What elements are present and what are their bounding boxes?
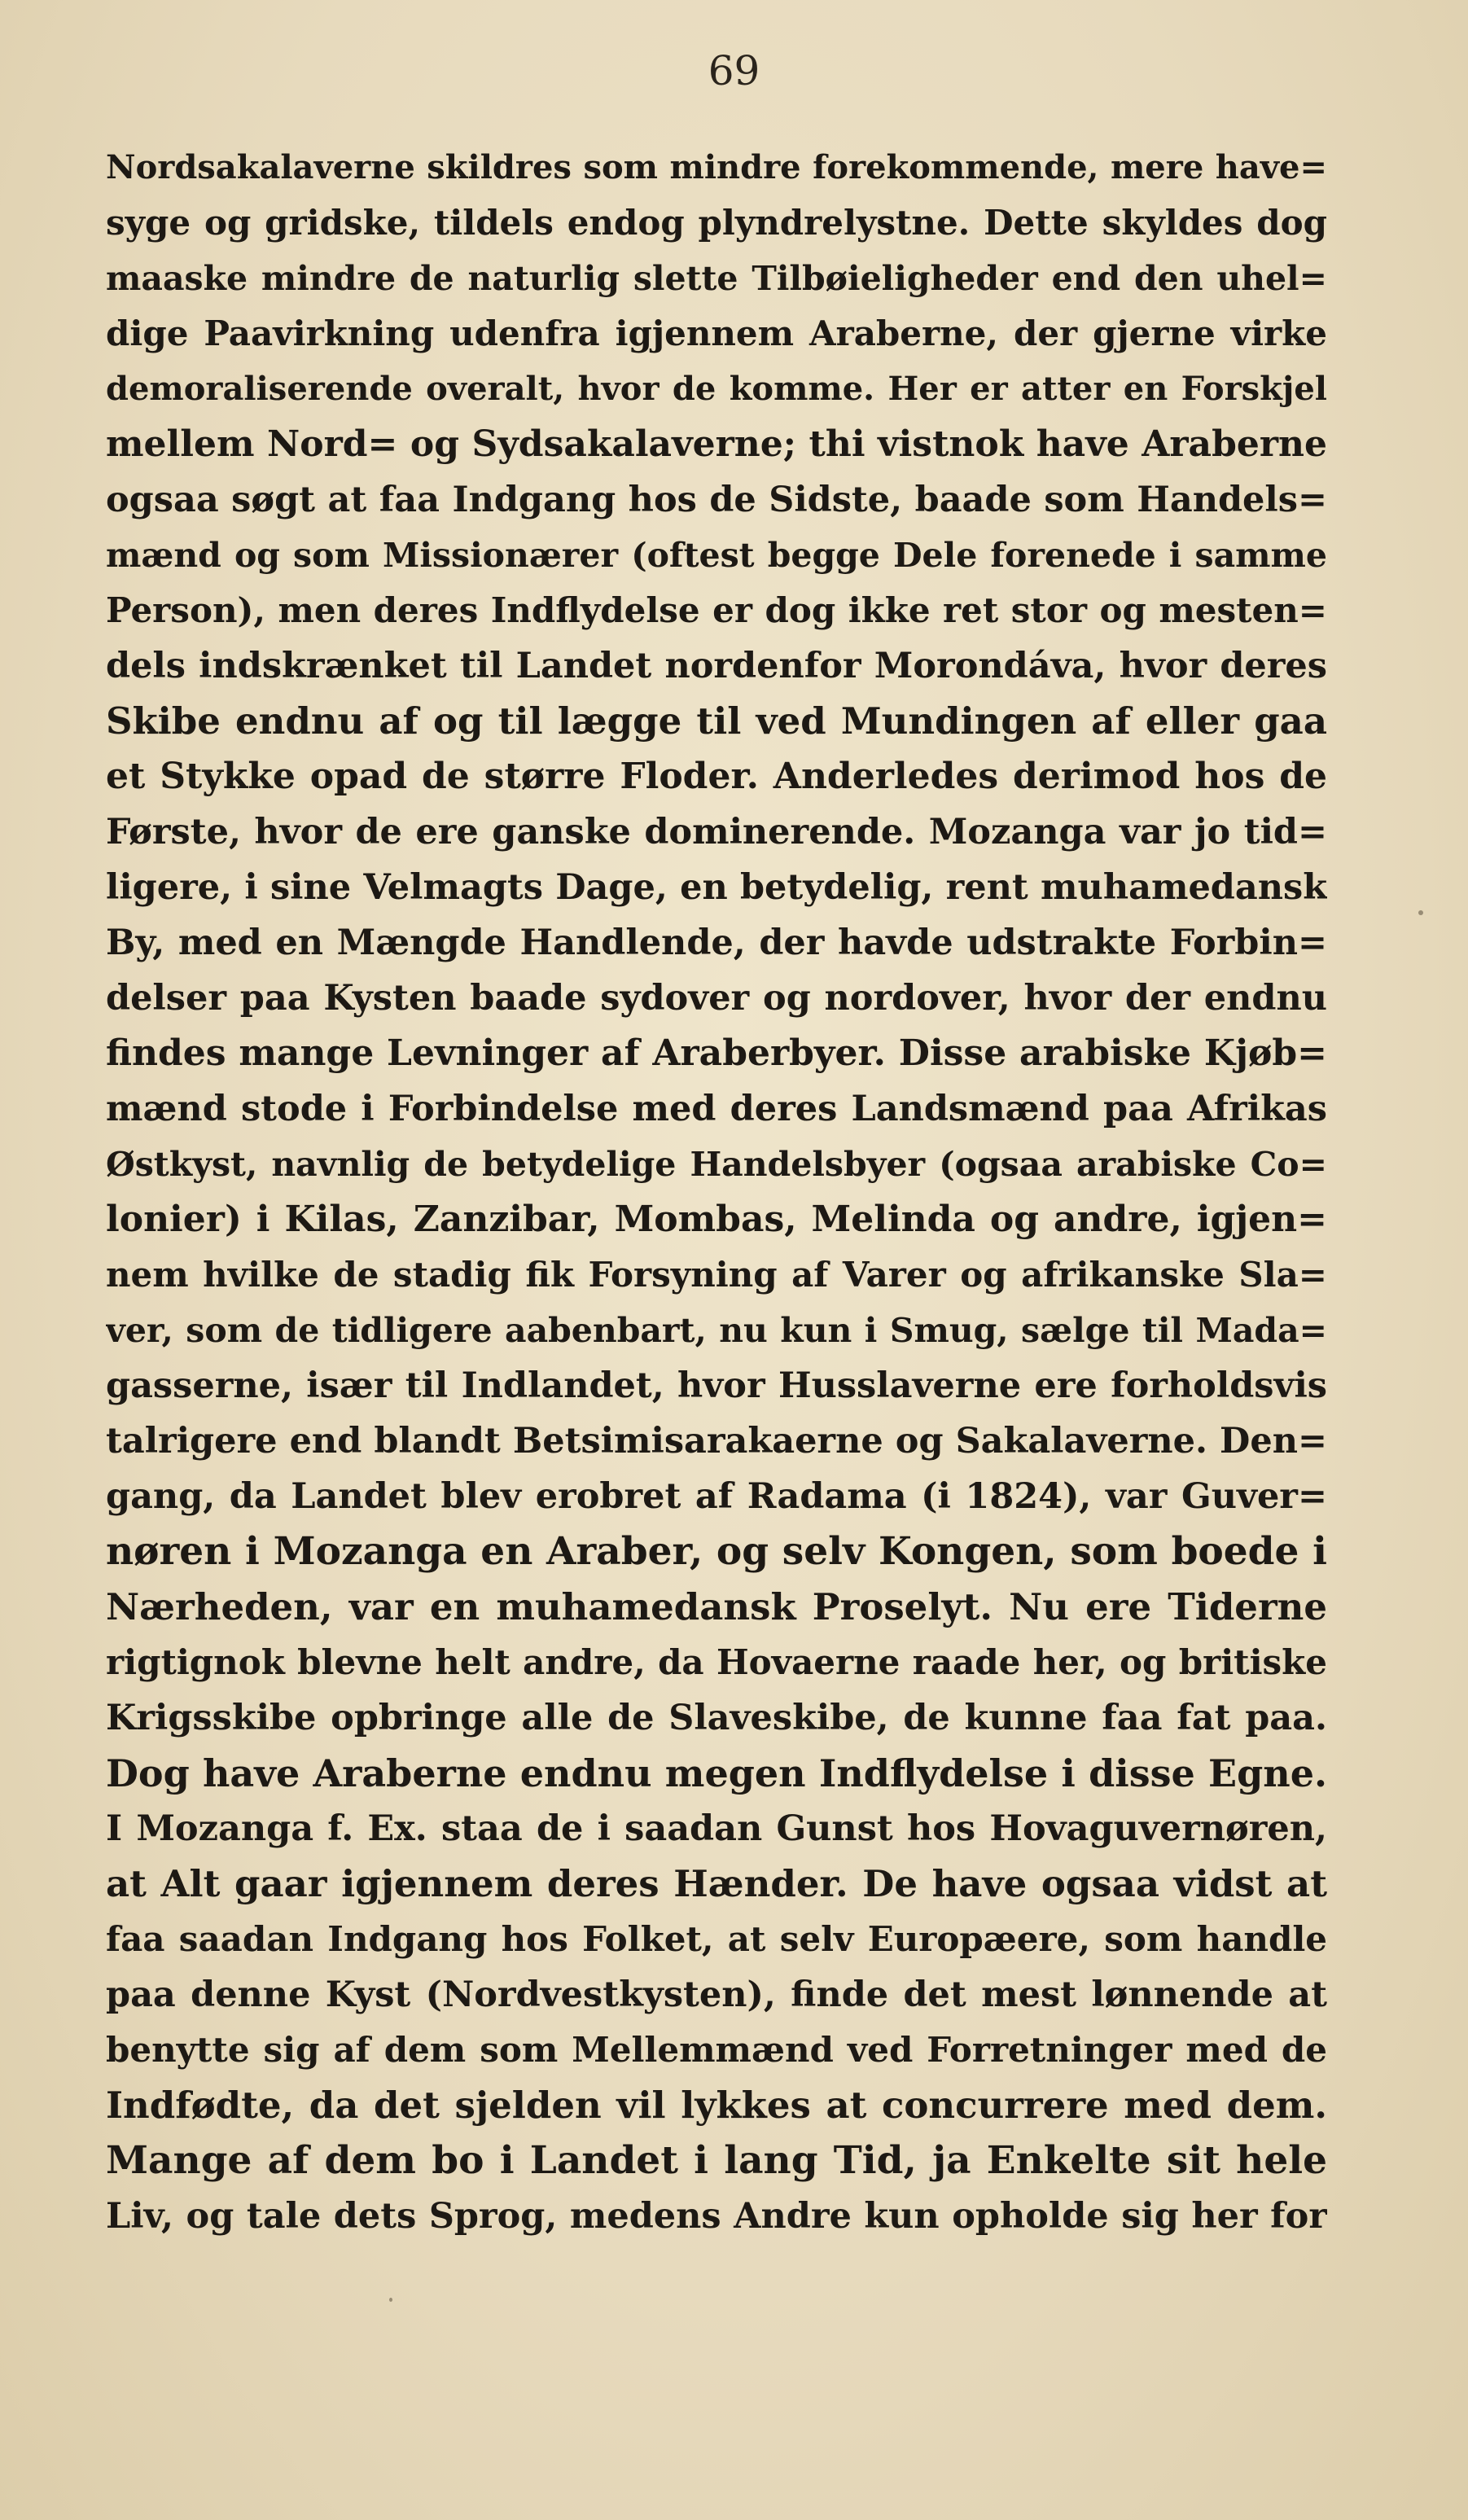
text-line: ver, som de tidligere aabenbart, nu kun i Smug, sælge til Mada= <box>106 1311 1327 1350</box>
text-line: Nærheden, var en muhamedansk Proselyt. Nu ere Tiderne <box>106 1585 1327 1628</box>
text-line: dels indskrænket til Landet nordenfor Morondáva, hvor deres <box>106 646 1327 686</box>
text-line: findes mange Levninger af Araberbyer. Disse arabiske Kjøb= <box>106 1032 1327 1074</box>
text-line: syge og gridske, tildels endog plyndrelystne. Dette skyldes dog <box>106 203 1327 243</box>
body-text <box>106 140 1327 2244</box>
text-line: Person), men deres Indflydelse er dog ikke ret stor og mesten= <box>106 590 1327 630</box>
text-line: faa saadan Indgang hos Folket, at selv Europæere, som handle <box>106 1919 1327 1959</box>
text-line: demoraliserende overalt, hvor de komme. Her er atter en Forskjel <box>106 370 1327 408</box>
text-line: gang, da Landet blev erobret af Radama (i 1824), var Guver= <box>106 1476 1327 1517</box>
text-line: paa denne Kyst (Nordvestkysten), finde det mest lønnende at <box>106 1974 1327 2015</box>
text-line: Liv, og tale dets Sprog, medens Andre kun opholde sig her for <box>106 2196 1327 2237</box>
text-line: nøren i Mozanga en Araber, og selv Kongen, som boede i <box>106 1529 1327 1574</box>
text-line: ogsaa søgt at faa Indgang hos de Sidste, baade som Handels= <box>106 480 1327 520</box>
text-line: mænd stode i Forbindelse med deres Landsmænd paa Afrikas <box>106 1089 1327 1129</box>
text-line: mellem Nord= og Sydsakalaverne; thi vistnok have Araberne <box>106 423 1327 465</box>
text-line: talrigere end blandt Betsimisarakaerne og Sakalaverne. Den= <box>106 1421 1327 1462</box>
text-line: Indfødte, da det sjelden vil lykkes at concurrere med dem. <box>106 2084 1327 2127</box>
text-line: By, med en Mængde Handlende, der havde udstrakte Forbin= <box>106 923 1327 963</box>
text-line: Første, hvor de ere ganske dominerende. Mozanga var jo tid= <box>106 812 1327 852</box>
text-line: Nordsakalaverne skildres som mindre forekommende, mere have= <box>106 148 1327 186</box>
text-line: lonier) i Kilas, Zanzibar, Mombas, Melinda og andre, igjen= <box>106 1199 1327 1240</box>
text-line: Krigsskibe opbringe alle de Slaveskibe, de kunne faa fat paa. <box>106 1698 1327 1738</box>
text-line: I Mozanga f. Ex. staa de i saadan Gunst hos Hovaguvernøren, <box>106 1808 1327 1849</box>
paper-speck <box>389 2298 392 2302</box>
text-line: nem hvilke de stadig fik Forsyning af Varer og afrikanske Sla= <box>106 1255 1327 1295</box>
text-line: delser paa Kysten baade sydover og nordover, hvor der endnu <box>106 978 1327 1019</box>
text-line: gasserne, især til Indlandet, hvor Husslaverne ere forholdsvis <box>106 1365 1327 1406</box>
text-line: Mange af dem bo i Landet i lang Tid, ja Enkelte sit hele <box>106 2138 1327 2183</box>
text-line: rigtignok blevne helt andre, da Hovaerne raade her, og britiske <box>106 1642 1327 1682</box>
text-line: at Alt gaar igjennem deres Hænder. De have ogsaa vidst at <box>106 1862 1327 1905</box>
text-line: benytte sig af dem som Mellemmænd ved Forretninger med de <box>106 2030 1327 2070</box>
text-line: dige Paavirkning udenfra igjennem Araberne, der gjerne virke <box>106 313 1327 353</box>
text-line: ligere, i sine Velmagts Dage, en betydelig, rent muhamedansk <box>106 867 1327 908</box>
page-number: 69 <box>708 47 760 94</box>
text-line: Skibe endnu af og til lægge til ved Mundingen af eller gaa <box>106 699 1327 743</box>
paper-speck <box>1418 910 1423 915</box>
text-line: Dog have Araberne endnu megen Indflydelse i disse Egne. <box>106 1751 1327 1795</box>
text-line: mænd og som Missionærer (oftest begge Dele forenede i samme <box>106 536 1327 575</box>
text-line: Østkyst, navnlig de betydelige Handelsbyer (ogsaa arabiske Co= <box>106 1145 1327 1184</box>
text-line: et Stykke opad de større Floder. Anderledes derimod hos de <box>106 756 1327 797</box>
text-line: maaske mindre de naturlig slette Tilbøieligheder end den uhel= <box>106 259 1327 298</box>
